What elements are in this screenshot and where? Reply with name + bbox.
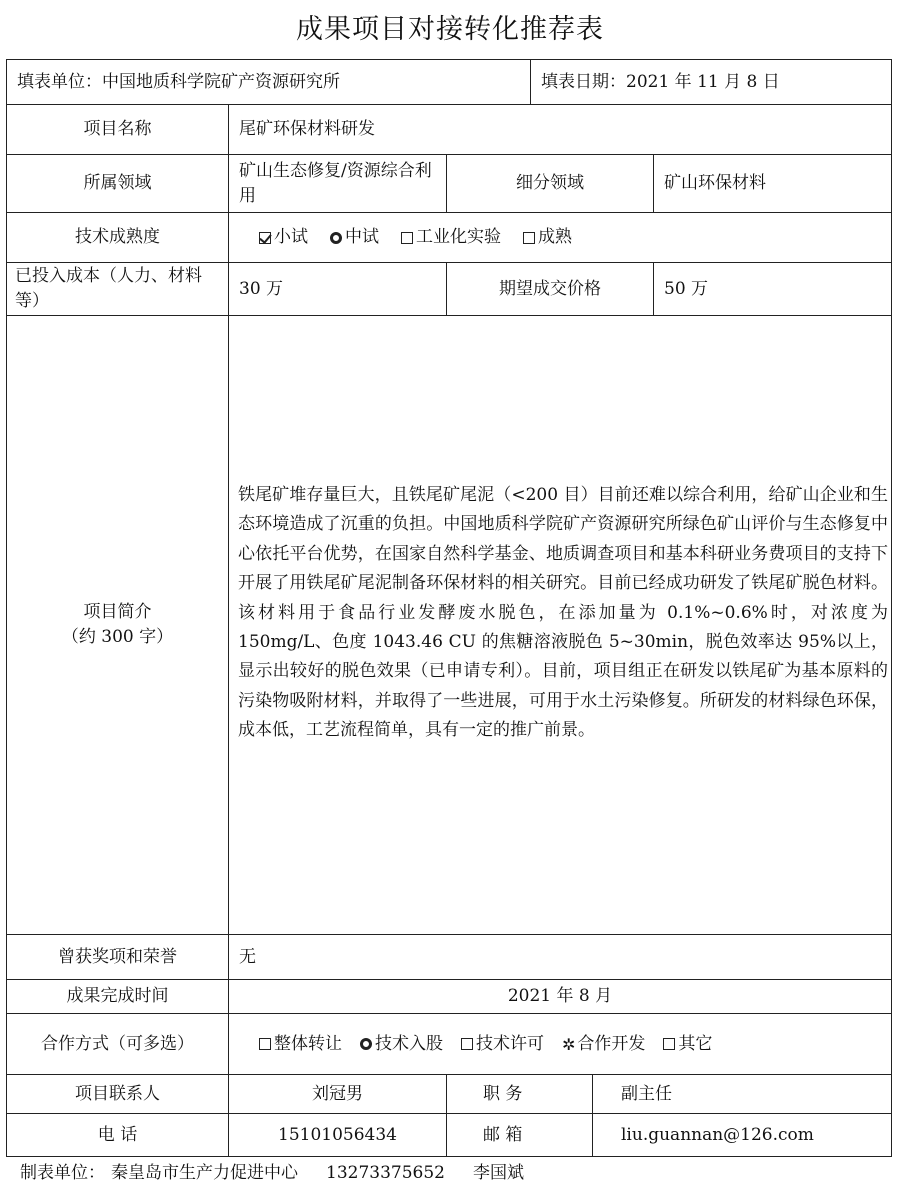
intro-label-cell bbox=[7, 316, 228, 934]
coop-option-other[interactable]: 其它 bbox=[663, 1032, 712, 1057]
awards-label: 曾获奖项和荣誉 bbox=[58, 946, 177, 967]
cooperation-options bbox=[229, 1014, 891, 1074]
maturity-option-mature[interactable]: 成熟 bbox=[523, 225, 572, 250]
position-value: 副主任 bbox=[621, 1083, 672, 1104]
fill-date-label: 填表日期：2021 年 11 月 8 日 bbox=[541, 71, 780, 92]
intro-label: 项目简介 bbox=[83, 602, 152, 622]
price-value: 50 万 bbox=[664, 278, 709, 299]
price-label: 期望成交价格 bbox=[499, 278, 601, 299]
contact-label: 项目联系人 bbox=[75, 1083, 160, 1104]
maker-person: 李国斌 bbox=[472, 1163, 524, 1183]
empty-box-icon bbox=[461, 1038, 473, 1050]
form-title: 成果项目对接转化推荐表 bbox=[296, 14, 604, 45]
completion-value: 2021 年 8 月 bbox=[507, 986, 613, 1006]
email-value: liu.guannan@126.com bbox=[621, 1124, 814, 1145]
project-name-label: 项目名称 bbox=[83, 119, 152, 139]
coop-option-transfer[interactable]: 整体转让 bbox=[259, 1032, 342, 1057]
phone-value: 15101056434 bbox=[278, 1124, 397, 1145]
coop-option-license[interactable]: 技术许可 bbox=[461, 1032, 544, 1057]
empty-box-icon bbox=[401, 232, 413, 244]
empty-box-icon bbox=[259, 1038, 271, 1050]
field-label: 所属领域 bbox=[83, 173, 152, 193]
maker-label: 制表单位： bbox=[20, 1163, 105, 1183]
maturity-option-pilot[interactable]: 中试 bbox=[330, 225, 379, 250]
cooperation-label: 合作方式（可多选） bbox=[41, 1033, 194, 1054]
cost-value: 30 万 bbox=[239, 278, 284, 299]
coop-option-joint-dev[interactable]: ✲ 合作开发 bbox=[562, 1032, 645, 1057]
position-label: 职 务 bbox=[483, 1083, 523, 1104]
fill-unit-label: 填表单位：中国地质科学院矿产资源研究所 bbox=[17, 71, 340, 92]
maturity-options bbox=[229, 213, 891, 262]
empty-box-icon bbox=[663, 1038, 675, 1050]
form-footer bbox=[20, 1158, 880, 1188]
awards-value: 无 bbox=[239, 946, 256, 967]
phone-label: 电 话 bbox=[97, 1124, 138, 1145]
intro-label-note: （约 300 字） bbox=[61, 627, 174, 647]
empty-box-icon bbox=[523, 232, 535, 244]
coop-option-equity[interactable]: 技术入股 bbox=[360, 1032, 443, 1057]
contact-value: 刘冠男 bbox=[312, 1083, 363, 1104]
filled-radio-icon bbox=[330, 232, 342, 244]
email-label: 邮 箱 bbox=[483, 1124, 523, 1145]
maturity-option-industrial[interactable]: 工业化实验 bbox=[401, 225, 501, 250]
checked-box-icon bbox=[259, 232, 271, 244]
completion-label: 成果完成时间 bbox=[66, 986, 169, 1006]
maker-phone: 13273375652 bbox=[326, 1163, 445, 1183]
sub-field-label: 细分领域 bbox=[516, 173, 584, 193]
maker-name: 秦皇岛市生产力促进中心 bbox=[111, 1163, 298, 1183]
cost-label: 已投入成本（人力、材料等） bbox=[15, 266, 202, 311]
project-name-value: 尾矿环保材料研发 bbox=[239, 119, 375, 139]
filled-radio-icon bbox=[360, 1038, 372, 1050]
field-value: 矿山生态修复/资源综合利用 bbox=[239, 160, 432, 206]
intro-text: 铁尾矿堆存量巨大，且铁尾矿尾泥（<200 目）目前还难以综合利用，给矿山企业和生态环境造成了沉重的负担。中国地质科学院矿产资源研究所绿色矿山评价与生态修复中心依托平台优势，在国家自然科学基金、地质调查项目和基本科研业务费项目的支持下开展了用铁尾矿尾泥制备环保材料的相关研究。目前已经成功研发了铁尾矿脱色材料。该材料用于食品行业发酵废水脱色，在添加量为 0.1%~0.6%时，对浓度为 150mg/L、色度 1043.46 CU 的焦糖溶液脱色 5~30min，脱色效率达 95%以上，显示出较好的脱色效果（已申请专利）。目前，项目组正在研发以铁尾矿为基本原料的污染物吸附材料，并取得了一些进展，可用于水土污染修复。所研发的材料绿色环保，成本低，工艺流程简单，具有一定的推广前景。 bbox=[238, 485, 888, 741]
maturity-option-small-trial[interactable]: 小试 bbox=[259, 225, 308, 250]
maturity-label: 技术成熟度 bbox=[75, 227, 160, 247]
sub-field-value: 矿山环保材料 bbox=[664, 173, 766, 193]
gear-icon: ✲ bbox=[562, 1034, 576, 1054]
